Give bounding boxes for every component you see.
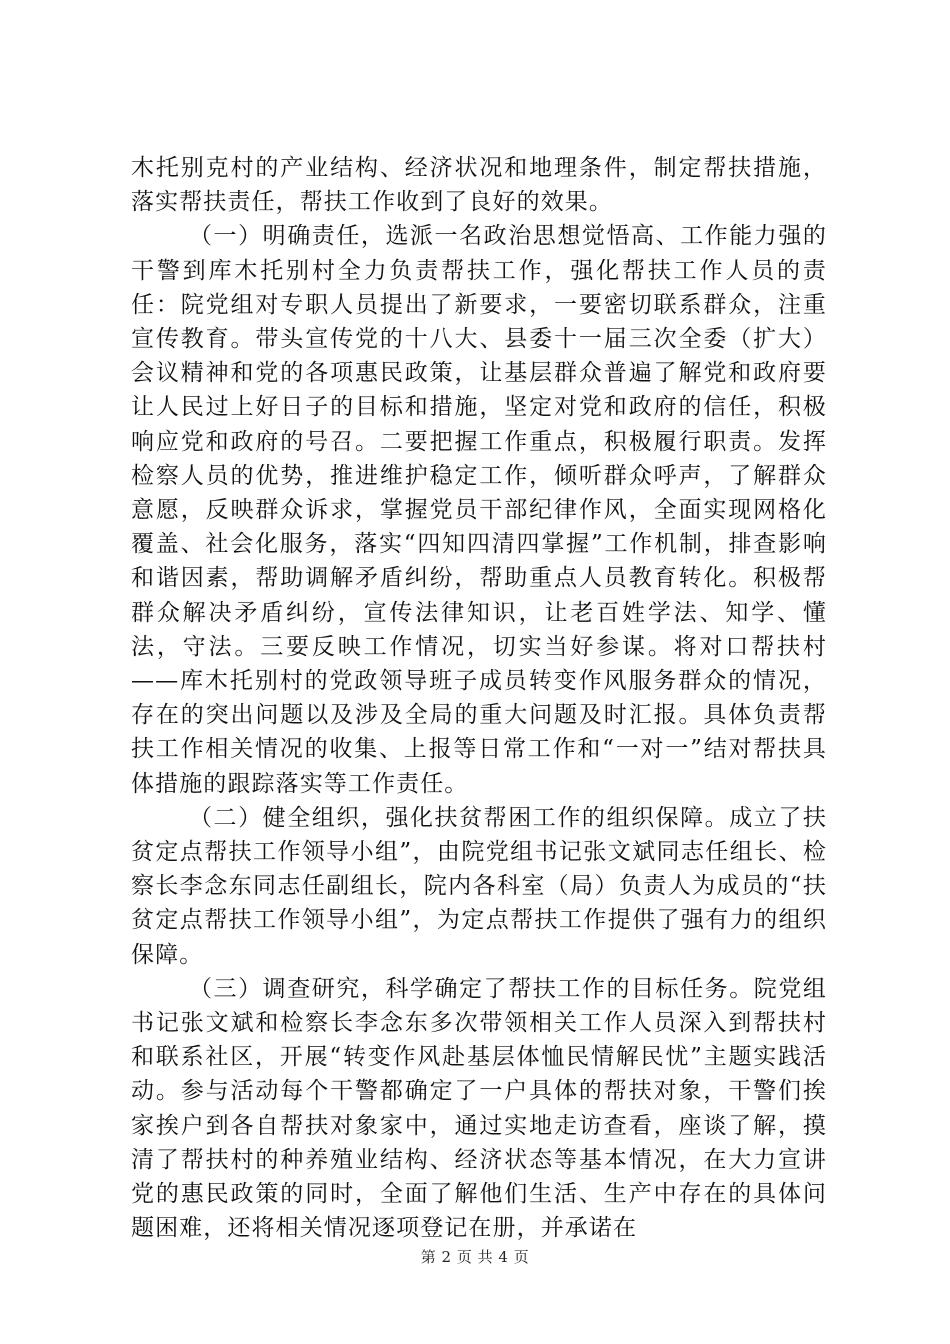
paragraph-section-3: （三）调查研究，科学确定了帮扶工作的目标任务。院党组书记张文斌和检察长李念东多次带领相关工作人员深入到帮扶村和联系社区，开展“转变作风赴基层体恤民情解民忧”主题实践活动。参与活动每个干警都确定了一户具体的帮扶对象，干警们挨家挨户到各自帮扶对象家中，通过实地走访查看，座谈了解，摸清了帮扶村的种养殖业结构、经济状态等基本情况，在大力宣讲党的惠民政策的同时，全面了解他们生活、生产中存在的具体问题困难，还将相关情况逐项登记在册，并承诺在 — [131, 975, 827, 1242]
document-body — [131, 151, 827, 1246]
paragraph-section-2: （二）健全组织，强化扶贫帮困工作的组织保障。成立了扶贫定点帮扶工作领导小组”，由院党组书记张文斌同志任组长、检察长李念东同志任副组长，院内各科室（局）负责人为成员的“扶贫定点帮扶工作领导小组”，为定点帮扶工作提供了强有力的组织保障。 — [131, 804, 827, 968]
paragraph-section-1: （一）明确责任，选派一名政治思想觉悟高、工作能力强的干警到库木托别村全力负责帮扶工作，强化帮扶工作人员的责任：院党组对专职人员提出了新要求，一要密切联系群众，注重宣传教育。带头宣传党的十八大、县委十一届三次全委（扩大）会议精神和党的各项惠民政策，让基层群众普遍了解党和政府要让人民过上好日子的目标和措施，坚定对党和政府的信任，积极响应党和政府的号召。二要把握工作重点，积极履行职责。发挥检察人员的优势，推进维护稳定工作，倾听群众呼声，了解群众意愿，反映群众诉求，掌握党员干部纪律作风，全面实现网格化覆盖、社会化服务，落实“四知四清四掌握”工作机制，排查影响和谐因素，帮助调解矛盾纠纷，帮助重点人员教育转化。积极帮群众解决矛盾纠纷，宣传法律知识，让老百姓学法、知学、懂法，守法。三要反映工作情况，切实当好参谋。将对口帮扶村——库木托别村的党政领导班子成员转变作风服务群众的情况，存在的突出问题以及涉及全局的重大问题及时汇报。具体负责帮扶工作相关情况的收集、上报等日常工作和“一对一”结对帮扶具体措施的跟踪落实等工作责任。 — [131, 223, 827, 797]
page-number-footer: 第 2 页 共 4 页 — [420, 1248, 530, 1266]
paragraph-continuation: 木托别克村的产业结构、经济状况和地理条件，制定帮扶措施，落实帮扶责任，帮扶工作收到了良好的效果。 — [131, 155, 827, 216]
